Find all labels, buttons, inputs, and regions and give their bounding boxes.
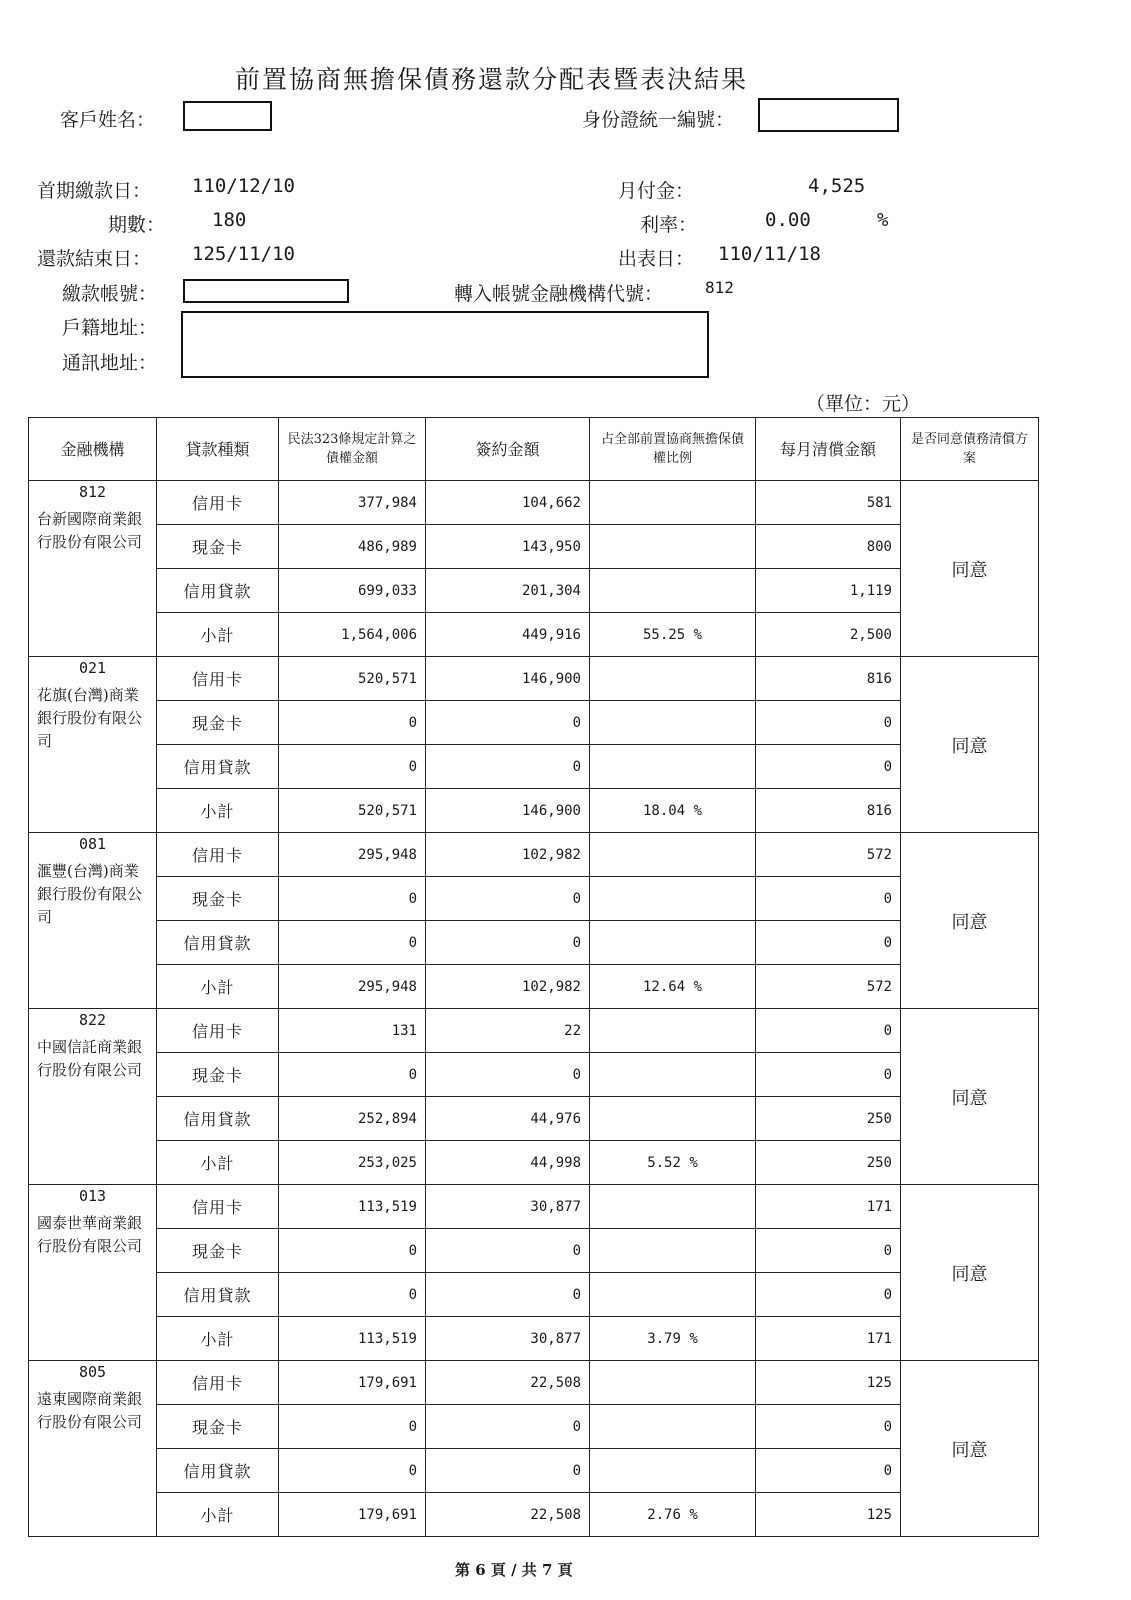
contract-amount-cell: 0 [426,1053,590,1097]
loan-type-cell: 現金卡 [157,1053,279,1097]
first-payment-value: 110/12/10 [192,175,295,197]
claim-amount-cell: 0 [279,701,426,745]
contract-amount-cell: 104,662 [426,481,590,525]
loan-type-cell: 現金卡 [157,1229,279,1273]
contract-amount-cell: 102,982 [426,965,590,1009]
contract-amount-cell: 146,900 [426,657,590,701]
contract-amount-cell: 102,982 [426,833,590,877]
issue-date-value: 110/11/18 [718,243,821,265]
institution-code: 013 [78,1187,107,1205]
institution-cell [29,833,157,1009]
claim-amount-cell: 131 [279,1009,426,1053]
claim-amount-cell: 253,025 [279,1141,426,1185]
loan-type-cell: 信用貸款 [157,1097,279,1141]
monthly-amount-cell: 0 [756,1009,901,1053]
contract-amount-cell: 22,508 [426,1361,590,1405]
institution-cell [29,1361,157,1537]
agreement-cell: 同意 [901,1009,1039,1185]
loan-type-cell: 信用卡 [157,833,279,877]
header-ratio: 占全部前置協商無擔保債權比例 [590,418,756,481]
contract-amount-cell: 0 [426,745,590,789]
loan-type-cell: 信用卡 [157,657,279,701]
institution-cell [29,1009,157,1185]
interest-rate-value: 0.00 [765,209,811,231]
unit-label: （單位：元） [806,393,921,415]
claim-amount-cell: 0 [279,745,426,789]
institution-name: 中國信託商業銀行股份有限公司 [37,1038,143,1079]
contract-amount-cell: 0 [426,1229,590,1273]
institution-cell [29,1185,157,1361]
ratio-cell [590,1273,756,1317]
ratio-cell [590,1097,756,1141]
ratio-cell [590,1405,756,1449]
claim-amount-cell: 0 [279,1053,426,1097]
issue-date-label: 出表日： [618,248,695,270]
client-name-redacted-box [183,101,272,131]
household-address-label: 戶籍地址： [62,317,158,339]
payment-account-redacted-box [183,279,349,303]
mailing-address-label: 通訊地址： [62,352,158,374]
claim-amount-cell: 252,894 [279,1097,426,1141]
monthly-amount-cell: 581 [756,481,901,525]
table-row [29,1097,1039,1141]
contract-amount-cell: 30,877 [426,1317,590,1361]
contract-amount-cell: 0 [426,921,590,965]
agreement-cell: 同意 [901,481,1039,657]
loan-type-cell: 小計 [157,1317,279,1361]
monthly-amount-cell: 0 [756,1273,901,1317]
monthly-amount-cell: 0 [756,921,901,965]
institution-code: 081 [78,835,107,853]
table-row [29,1361,1039,1405]
monthly-amount-cell: 816 [756,657,901,701]
table-row [29,1229,1039,1273]
monthly-amount-cell: 125 [756,1493,901,1537]
agreement-cell: 同意 [901,657,1039,833]
claim-amount-cell: 520,571 [279,657,426,701]
institution-name: 國泰世華商業銀行股份有限公司 [37,1214,143,1255]
claim-amount-cell: 1,564,006 [279,613,426,657]
contract-amount-cell: 0 [426,701,590,745]
table-row [29,1273,1039,1317]
header-contract-amount: 簽約金額 [426,418,590,481]
loan-type-cell: 小計 [157,789,279,833]
contract-amount-cell: 0 [426,1449,590,1493]
ratio-cell [590,481,756,525]
loan-type-cell: 信用卡 [157,1361,279,1405]
claim-amount-cell: 699,033 [279,569,426,613]
ratio-cell: 12.64 % [590,965,756,1009]
monthly-payment-label: 月付金： [618,180,695,202]
contract-amount-cell: 0 [426,1405,590,1449]
ratio-cell: 5.52 % [590,1141,756,1185]
claim-amount-cell: 0 [279,877,426,921]
monthly-amount-cell: 250 [756,1097,901,1141]
loan-type-cell: 信用卡 [157,1185,279,1229]
ratio-cell [590,525,756,569]
end-date-value: 125/11/10 [192,243,295,265]
repayment-table [28,417,1039,1537]
monthly-amount-cell: 250 [756,1141,901,1185]
claim-amount-cell: 486,989 [279,525,426,569]
table-row [29,877,1039,921]
loan-type-cell: 現金卡 [157,877,279,921]
table-row [29,1405,1039,1449]
monthly-amount-cell: 0 [756,1449,901,1493]
ratio-cell [590,1229,756,1273]
interest-rate-label: 利率： [640,214,698,236]
ratio-cell [590,833,756,877]
table-row [29,1493,1039,1537]
monthly-amount-cell: 0 [756,1053,901,1097]
header-claim-amount: 民法323條規定計算之債權金額 [279,418,426,481]
contract-amount-cell: 0 [426,877,590,921]
header-institution: 金融機構 [29,418,157,481]
ratio-cell: 2.76 % [590,1493,756,1537]
loan-type-cell: 小計 [157,613,279,657]
institution-name: 台新國際商業銀行股份有限公司 [37,510,143,551]
institution-name: 遠東國際商業銀行股份有限公司 [37,1390,143,1431]
contract-amount-cell: 0 [426,1273,590,1317]
ratio-cell [590,1185,756,1229]
id-number-label: 身份證統一編號： [582,109,735,131]
ratio-cell [590,569,756,613]
monthly-amount-cell: 0 [756,701,901,745]
loan-type-cell: 小計 [157,1141,279,1185]
agreement-cell: 同意 [901,833,1039,1009]
monthly-amount-cell: 0 [756,1405,901,1449]
table-row [29,481,1039,525]
loan-type-cell: 信用卡 [157,481,279,525]
ratio-cell [590,657,756,701]
ratio-cell: 3.79 % [590,1317,756,1361]
table-row [29,1185,1039,1229]
bank-code-value: 812 [705,278,734,297]
loan-type-cell: 信用卡 [157,1009,279,1053]
contract-amount-cell: 146,900 [426,789,590,833]
header-monthly-amount: 每月清償金額 [756,418,901,481]
id-number-redacted-box [758,98,899,132]
monthly-amount-cell: 125 [756,1361,901,1405]
monthly-amount-cell: 0 [756,745,901,789]
loan-type-cell: 小計 [157,1493,279,1537]
ratio-cell [590,745,756,789]
monthly-amount-cell: 1,119 [756,569,901,613]
table-row [29,833,1039,877]
first-payment-label: 首期繳款日： [37,180,152,202]
contract-amount-cell: 44,976 [426,1097,590,1141]
periods-value: 180 [212,209,247,231]
table-row [29,1449,1039,1493]
loan-type-cell: 信用貸款 [157,1273,279,1317]
loan-type-cell: 信用貸款 [157,921,279,965]
ratio-cell [590,921,756,965]
table-row [29,921,1039,965]
table-row [29,701,1039,745]
loan-type-cell: 信用貸款 [157,1449,279,1493]
client-name-label: 客戶姓名： [60,109,156,131]
contract-amount-cell: 201,304 [426,569,590,613]
ratio-cell: 18.04 % [590,789,756,833]
ratio-cell [590,1361,756,1405]
institution-code: 812 [78,483,107,501]
loan-type-cell: 信用貸款 [157,745,279,789]
institution-name: 滙豐(台灣)商業銀行股份有限公司 [37,862,143,926]
institution-name: 花旗(台灣)商業銀行股份有限公司 [37,686,143,750]
interest-rate-unit: % [877,209,889,231]
institution-cell [29,657,157,833]
agreement-cell: 同意 [901,1185,1039,1361]
loan-type-cell: 現金卡 [157,525,279,569]
claim-amount-cell: 0 [279,1405,426,1449]
contract-amount-cell: 22 [426,1009,590,1053]
periods-label: 期數： [108,214,166,236]
claim-amount-cell: 113,519 [279,1185,426,1229]
table-row [29,789,1039,833]
monthly-amount-cell: 2,500 [756,613,901,657]
monthly-amount-cell: 171 [756,1185,901,1229]
payment-account-label: 繳款帳號： [62,283,158,305]
claim-amount-cell: 0 [279,1449,426,1493]
claim-amount-cell: 295,948 [279,965,426,1009]
page-title: 前置協商無擔保債務還款分配表暨表決結果 [235,65,749,94]
claim-amount-cell: 113,519 [279,1317,426,1361]
end-date-label: 還款結束日： [37,248,152,270]
claim-amount-cell: 179,691 [279,1361,426,1405]
table-row [29,613,1039,657]
page-number: 第 6 頁 / 共 7 頁 [455,1561,573,1579]
monthly-amount-cell: 572 [756,833,901,877]
table-row [29,1009,1039,1053]
monthly-amount-cell: 0 [756,1229,901,1273]
contract-amount-cell: 22,508 [426,1493,590,1537]
table-header-row [29,418,1039,481]
table-row [29,1141,1039,1185]
ratio-cell [590,1053,756,1097]
loan-type-cell: 現金卡 [157,701,279,745]
loan-type-cell: 現金卡 [157,1405,279,1449]
claim-amount-cell: 179,691 [279,1493,426,1537]
contract-amount-cell: 30,877 [426,1185,590,1229]
header-loan-type: 貸款種類 [157,418,279,481]
table-row [29,1317,1039,1361]
table-row [29,525,1039,569]
table-row [29,569,1039,613]
institution-cell [29,481,157,657]
institution-code: 805 [78,1363,107,1381]
institution-code: 021 [78,659,107,677]
address-redacted-box [181,311,709,378]
claim-amount-cell: 0 [279,921,426,965]
table-row [29,745,1039,789]
claim-amount-cell: 0 [279,1229,426,1273]
ratio-cell [590,1009,756,1053]
ratio-cell: 55.25 % [590,613,756,657]
claim-amount-cell: 377,984 [279,481,426,525]
ratio-cell [590,877,756,921]
ratio-cell [590,1449,756,1493]
header-agreement: 是否同意債務清償方案 [901,418,1039,481]
contract-amount-cell: 449,916 [426,613,590,657]
table-row [29,965,1039,1009]
bank-code-label: 轉入帳號金融機構代號： [454,283,664,305]
ratio-cell [590,701,756,745]
loan-type-cell: 小計 [157,965,279,1009]
contract-amount-cell: 44,998 [426,1141,590,1185]
claim-amount-cell: 520,571 [279,789,426,833]
claim-amount-cell: 0 [279,1273,426,1317]
monthly-amount-cell: 572 [756,965,901,1009]
agreement-cell: 同意 [901,1361,1039,1537]
institution-code: 822 [78,1011,107,1029]
monthly-amount-cell: 171 [756,1317,901,1361]
claim-amount-cell: 295,948 [279,833,426,877]
loan-type-cell: 信用貸款 [157,569,279,613]
monthly-payment-value: 4,525 [808,175,866,197]
contract-amount-cell: 143,950 [426,525,590,569]
monthly-amount-cell: 816 [756,789,901,833]
monthly-amount-cell: 0 [756,877,901,921]
table-row [29,1053,1039,1097]
monthly-amount-cell: 800 [756,525,901,569]
table-row [29,657,1039,701]
